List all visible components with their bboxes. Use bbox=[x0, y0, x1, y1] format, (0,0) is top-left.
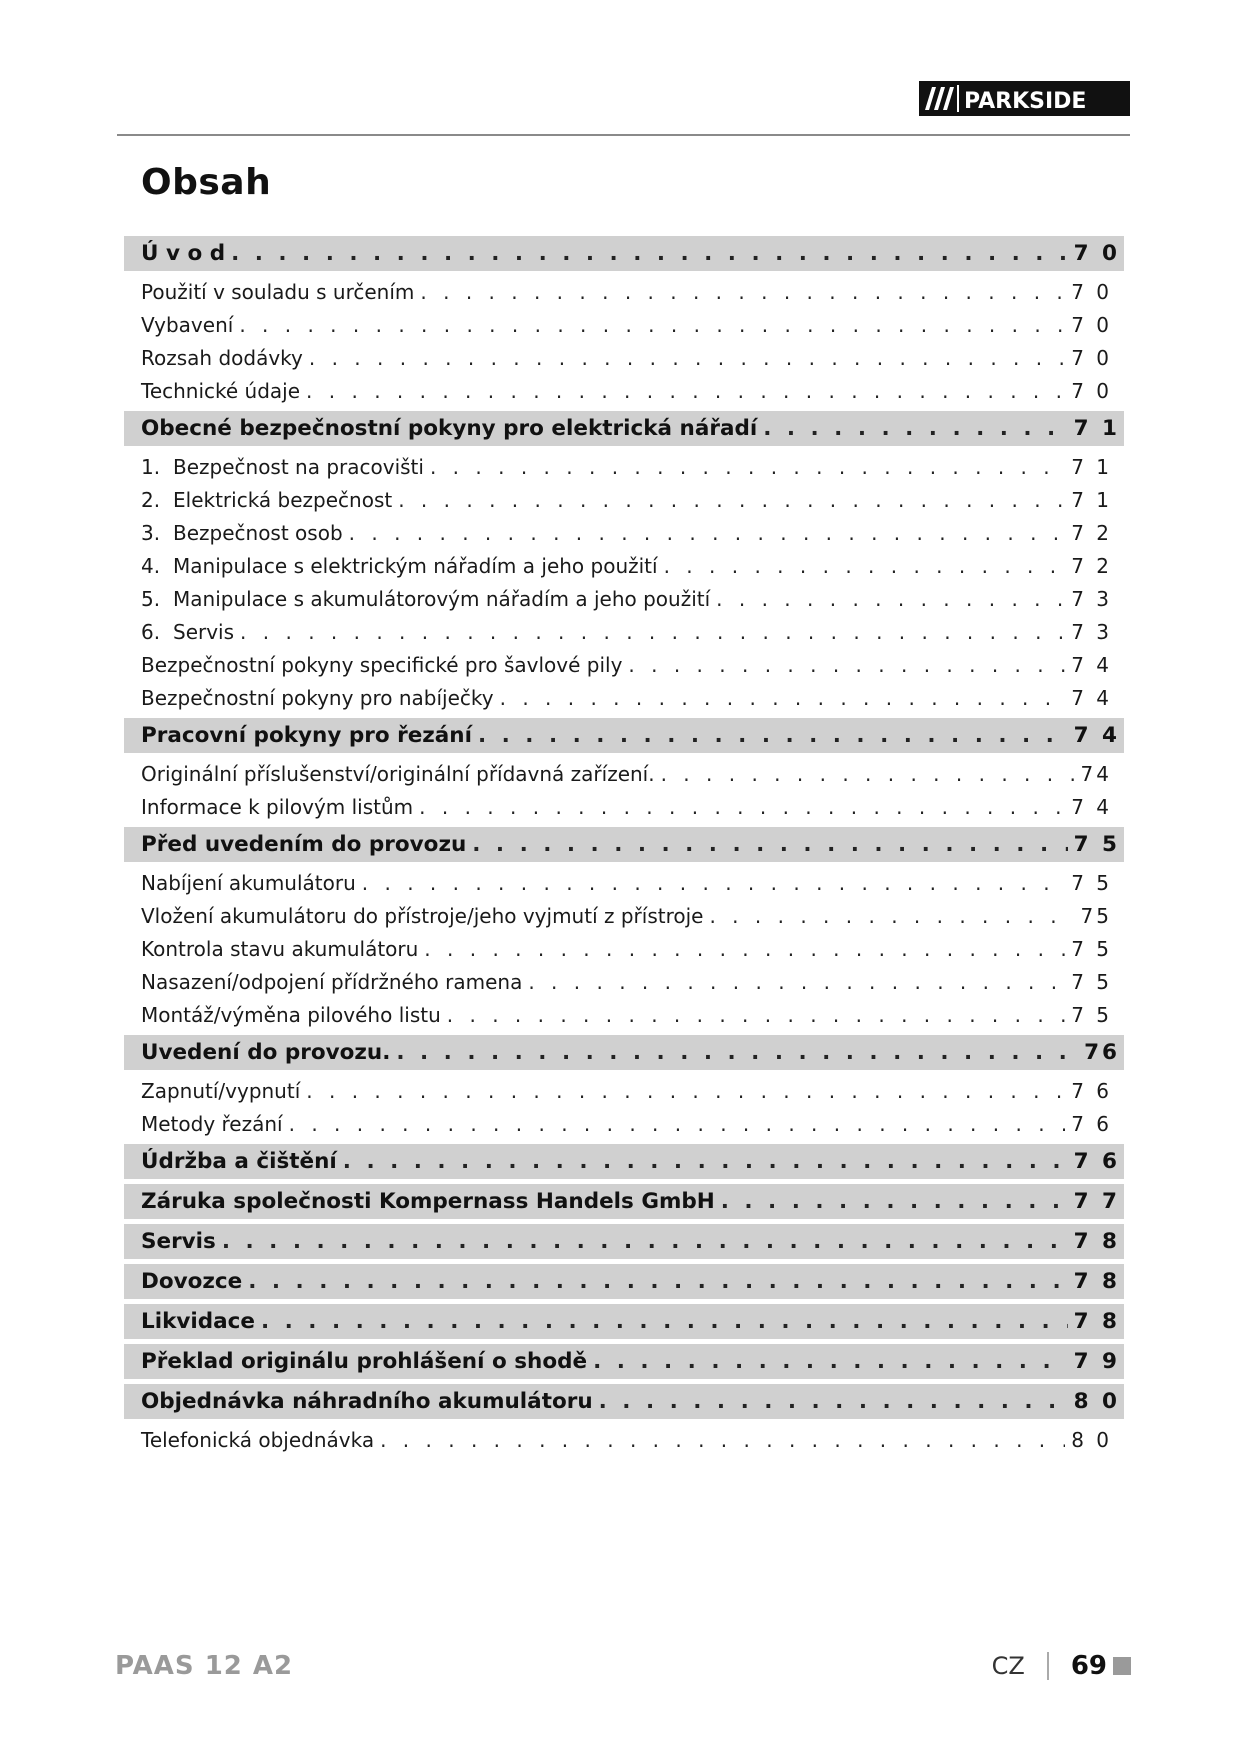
toc-page-number: 7 3 bbox=[1071, 587, 1112, 611]
toc-page-number: 7 2 bbox=[1071, 521, 1112, 545]
toc-entry-label bbox=[141, 375, 300, 408]
toc-entry-label bbox=[141, 451, 424, 484]
toc-entry-text: Elektrická bezpečnost bbox=[173, 488, 393, 512]
toc-entry-text: Vložení akumulátoru do přístroje/jeho vyjmutí z přístroje bbox=[141, 904, 704, 928]
toc-entry[interactable] bbox=[124, 1424, 1124, 1457]
dot-leader bbox=[248, 1264, 1067, 1299]
toc-entry-text: Pracovní pokyny pro řezání bbox=[141, 723, 472, 748]
toc-entry[interactable] bbox=[124, 484, 1124, 517]
toc-entry-label bbox=[141, 682, 494, 715]
toc-page-number: 7 5 bbox=[1073, 832, 1120, 857]
toc-section-heading[interactable] bbox=[124, 236, 1124, 271]
toc-entry-text: Manipulace s elektrickým nářadím a jeho použití bbox=[173, 554, 658, 578]
toc-entry-text: Bezpečnostní pokyny pro nabíječky bbox=[141, 686, 494, 710]
dot-leader bbox=[716, 583, 1065, 616]
toc-entry-number: 2. bbox=[141, 488, 161, 512]
toc-page-number: 7 0 bbox=[1073, 241, 1120, 266]
toc-entry-text: Objednávka náhradního akumulátoru bbox=[141, 1389, 593, 1414]
toc-entry-text: Zapnutí/vypnutí bbox=[141, 1079, 301, 1103]
toc-page-number: 7 3 bbox=[1071, 620, 1112, 644]
toc-entry-label bbox=[141, 758, 655, 791]
dot-leader bbox=[721, 1184, 1068, 1219]
toc-page-number: 7 5 bbox=[1071, 1003, 1112, 1027]
toc-section-heading[interactable] bbox=[124, 1264, 1124, 1299]
toc-entry[interactable] bbox=[124, 276, 1124, 309]
toc-entry-number: 6. bbox=[141, 620, 161, 644]
toc-entry[interactable] bbox=[124, 1108, 1124, 1141]
toc-page-number: 74 bbox=[1080, 762, 1112, 786]
toc-section-heading[interactable] bbox=[124, 1304, 1124, 1339]
toc-entry[interactable] bbox=[124, 933, 1124, 966]
toc-entry-label bbox=[141, 1424, 374, 1457]
dot-leader bbox=[343, 1144, 1068, 1179]
toc-entry-text: Uvedení do provozu. bbox=[141, 1040, 391, 1065]
toc-page-number: 7 0 bbox=[1071, 280, 1112, 304]
toc-entry[interactable] bbox=[124, 682, 1124, 715]
dot-leader bbox=[628, 649, 1065, 682]
toc-entry-text: Údržba a čištění bbox=[141, 1149, 337, 1174]
toc-entry[interactable] bbox=[124, 517, 1124, 550]
toc-entry-label bbox=[141, 1344, 587, 1379]
toc-entry[interactable] bbox=[124, 999, 1124, 1032]
toc-section-heading[interactable] bbox=[124, 1184, 1124, 1219]
toc-section-heading[interactable] bbox=[124, 411, 1124, 446]
toc-entry[interactable] bbox=[124, 791, 1124, 824]
dot-leader bbox=[500, 682, 1066, 715]
toc-entry-label bbox=[141, 236, 225, 271]
toc-page-number: 7 8 bbox=[1073, 1269, 1120, 1294]
toc-entry-label bbox=[141, 933, 418, 966]
toc-section-heading[interactable] bbox=[124, 827, 1124, 862]
toc-page-number: 7 5 bbox=[1071, 871, 1112, 895]
toc-entry[interactable] bbox=[124, 583, 1124, 616]
toc-entry-label bbox=[141, 1075, 300, 1108]
toc-entry[interactable] bbox=[124, 342, 1124, 375]
toc-entry-label bbox=[141, 1184, 715, 1219]
model-name: PAAS 12 A2 bbox=[115, 1651, 294, 1681]
toc-page-number: 7 8 bbox=[1073, 1309, 1120, 1334]
toc-entry-label bbox=[141, 484, 392, 517]
dot-leader bbox=[472, 827, 1067, 862]
toc-page-number: 7 6 bbox=[1071, 1079, 1112, 1103]
toc-entry-label bbox=[141, 276, 414, 309]
toc-entry[interactable] bbox=[124, 867, 1124, 900]
toc-entry-label bbox=[141, 1304, 255, 1339]
page-number: 69 bbox=[1070, 1651, 1107, 1681]
toc-page-number: 7 4 bbox=[1071, 653, 1112, 677]
toc-entry[interactable] bbox=[124, 451, 1124, 484]
toc-entry-label bbox=[141, 827, 466, 862]
dot-leader bbox=[763, 411, 1067, 446]
toc-entry-label bbox=[141, 342, 303, 375]
dot-leader bbox=[398, 484, 1065, 517]
page-footer bbox=[992, 1651, 1131, 1681]
dot-leader bbox=[362, 867, 1065, 900]
toc-section-heading[interactable] bbox=[124, 1384, 1124, 1419]
dot-leader bbox=[447, 999, 1065, 1032]
toc-entry-text: Bezpečnostní pokyny specifické pro šavlové pily bbox=[141, 653, 623, 677]
toc-page-number: 7 6 bbox=[1071, 1112, 1112, 1136]
dot-leader bbox=[261, 1304, 1068, 1339]
toc-entry-label bbox=[141, 966, 522, 999]
toc-entry[interactable] bbox=[124, 375, 1124, 408]
toc-page-number: 7 6 bbox=[1073, 1149, 1120, 1174]
toc-page-number: 75 bbox=[1080, 904, 1112, 928]
dot-leader bbox=[420, 276, 1065, 309]
dot-leader bbox=[306, 1075, 1065, 1108]
dot-leader bbox=[424, 933, 1065, 966]
toc-page-number: 7 0 bbox=[1071, 379, 1112, 403]
dot-leader bbox=[430, 451, 1065, 484]
page-title: Obsah bbox=[141, 162, 272, 203]
dot-leader bbox=[419, 791, 1065, 824]
dot-leader bbox=[664, 550, 1066, 583]
toc-section-heading[interactable] bbox=[124, 1035, 1124, 1070]
parkside-logo bbox=[919, 81, 1130, 116]
toc-entry-label bbox=[141, 309, 233, 342]
toc-entry-text: Originální příslušenství/originální přídavná zařízení. bbox=[141, 762, 655, 786]
toc-entry-text: Ú v o d bbox=[141, 241, 226, 266]
toc-page-number: 7 4 bbox=[1071, 795, 1112, 819]
toc-page-number: 7 4 bbox=[1073, 723, 1120, 748]
toc-entry-label bbox=[141, 999, 441, 1032]
toc-page-number: 7 1 bbox=[1071, 455, 1112, 479]
brand-name: PARKSIDE bbox=[964, 89, 1087, 114]
dot-leader bbox=[380, 1424, 1065, 1457]
toc-page-number: 76 bbox=[1084, 1040, 1120, 1065]
toc-page-number: 7 9 bbox=[1073, 1349, 1120, 1374]
toc-section-heading[interactable] bbox=[124, 718, 1124, 753]
toc-page-number: 7 1 bbox=[1071, 488, 1112, 512]
toc-entry-text: Před uvedením do provozu bbox=[141, 832, 467, 857]
toc-page-number: 8 0 bbox=[1071, 1428, 1112, 1452]
toc-entry-label bbox=[141, 1224, 216, 1259]
toc-page-number: 7 2 bbox=[1071, 554, 1112, 578]
toc-entry-number: 4. bbox=[141, 554, 161, 578]
footer-divider bbox=[1047, 1652, 1049, 1680]
dot-leader bbox=[309, 342, 1065, 375]
dot-leader bbox=[231, 236, 1068, 271]
toc-page-number: 7 5 bbox=[1071, 937, 1112, 961]
dot-leader bbox=[222, 1224, 1068, 1259]
toc-page-number: 7 5 bbox=[1071, 970, 1112, 994]
toc-entry[interactable] bbox=[124, 309, 1124, 342]
toc-entry-number: 3. bbox=[141, 521, 161, 545]
toc-page-number: 7 7 bbox=[1073, 1189, 1120, 1214]
square-marker-icon bbox=[1113, 1657, 1131, 1675]
toc-entry[interactable] bbox=[124, 616, 1124, 649]
toc-entry-text: Informace k pilovým listům bbox=[141, 795, 414, 819]
toc-entry[interactable] bbox=[124, 550, 1124, 583]
dot-leader bbox=[289, 1108, 1066, 1141]
toc-entry-text: Nasazení/odpojení přídržného ramena bbox=[141, 970, 523, 994]
toc-entry-label bbox=[141, 517, 343, 550]
toc-page-number: 7 4 bbox=[1071, 686, 1112, 710]
dot-leader bbox=[593, 1344, 1068, 1379]
toc-entry-text: Rozsah dodávky bbox=[141, 346, 303, 370]
toc-entry-text: Technické údaje bbox=[141, 379, 301, 403]
dot-leader bbox=[528, 966, 1065, 999]
toc-entry-label bbox=[141, 411, 757, 446]
toc-entry-label bbox=[141, 867, 356, 900]
toc-section-heading[interactable] bbox=[124, 1224, 1124, 1259]
toc-entry-label bbox=[141, 900, 703, 933]
toc-entry-text: Montáž/výměna pilového listu bbox=[141, 1003, 441, 1027]
toc-entry[interactable] bbox=[124, 758, 1124, 791]
toc-page-number: 8 0 bbox=[1073, 1389, 1120, 1414]
toc-section-heading[interactable] bbox=[124, 1144, 1124, 1179]
toc-entry-text: Manipulace s akumulátorovým nářadím a jeho použití bbox=[173, 587, 711, 611]
dot-leader bbox=[661, 758, 1075, 791]
toc-page-number: 7 1 bbox=[1073, 416, 1120, 441]
toc-entry-text: Použití v souladu s určením bbox=[141, 280, 415, 304]
toc-entry-label bbox=[141, 583, 710, 616]
toc-entry-number: 1. bbox=[141, 455, 161, 479]
toc-section-heading[interactable] bbox=[124, 1344, 1124, 1379]
language-code: CZ bbox=[991, 1652, 1025, 1680]
toc-entry-text: Servis bbox=[173, 620, 235, 644]
toc-entry-text: Bezpečnost na pracovišti bbox=[173, 455, 424, 479]
toc-entry-label bbox=[141, 550, 658, 583]
dot-leader bbox=[239, 309, 1065, 342]
toc-entry-label bbox=[141, 1264, 242, 1299]
toc-entry[interactable] bbox=[124, 900, 1124, 933]
toc-page-number: 7 0 bbox=[1071, 313, 1112, 337]
toc-entry[interactable] bbox=[124, 1075, 1124, 1108]
toc-entry-label bbox=[141, 1384, 593, 1419]
dot-leader bbox=[478, 718, 1068, 753]
toc-entry-number: 5. bbox=[141, 587, 161, 611]
toc-entry-text: Překlad originálu prohlášení o shodě bbox=[141, 1349, 588, 1374]
dot-leader bbox=[599, 1384, 1068, 1419]
toc-entry-text: Metody řezání bbox=[141, 1112, 283, 1136]
toc-entry-label bbox=[141, 1144, 337, 1179]
dot-leader bbox=[709, 900, 1074, 933]
toc-entry-text: Telefonická objednávka bbox=[141, 1428, 375, 1452]
toc-page-number: 7 0 bbox=[1071, 346, 1112, 370]
toc-entry-label bbox=[141, 649, 622, 682]
toc-entry[interactable] bbox=[124, 649, 1124, 682]
toc-entry-text: Likvidace bbox=[141, 1309, 255, 1334]
dot-leader bbox=[396, 1035, 1078, 1070]
toc-entry-text: Záruka společnosti Kompernass Handels GmbH bbox=[141, 1189, 715, 1214]
toc-entry-label bbox=[141, 1035, 390, 1070]
toc-entry-text: Bezpečnost osob bbox=[173, 521, 343, 545]
dot-leader bbox=[306, 375, 1065, 408]
toc-entry-label bbox=[141, 616, 234, 649]
dot-leader bbox=[349, 517, 1066, 550]
toc-entry-text: Kontrola stavu akumulátoru bbox=[141, 937, 419, 961]
toc-entry-text: Nabíjení akumulátoru bbox=[141, 871, 356, 895]
toc-entry-text: Servis bbox=[141, 1229, 216, 1254]
toc-entry[interactable] bbox=[124, 966, 1124, 999]
toc-page-number: 7 8 bbox=[1073, 1229, 1120, 1254]
toc-entry-label bbox=[141, 1108, 283, 1141]
toc-entry-text: Obecné bezpečnostní pokyny pro elektrická nářadí bbox=[141, 416, 758, 441]
toc-entry-label bbox=[141, 791, 413, 824]
table-of-contents bbox=[124, 236, 1124, 1457]
header-rule bbox=[117, 134, 1130, 136]
toc-entry-label bbox=[141, 718, 472, 753]
dot-leader bbox=[240, 616, 1065, 649]
toc-entry-text: Dovozce bbox=[141, 1269, 243, 1294]
toc-entry-text: Vybavení bbox=[141, 313, 234, 337]
